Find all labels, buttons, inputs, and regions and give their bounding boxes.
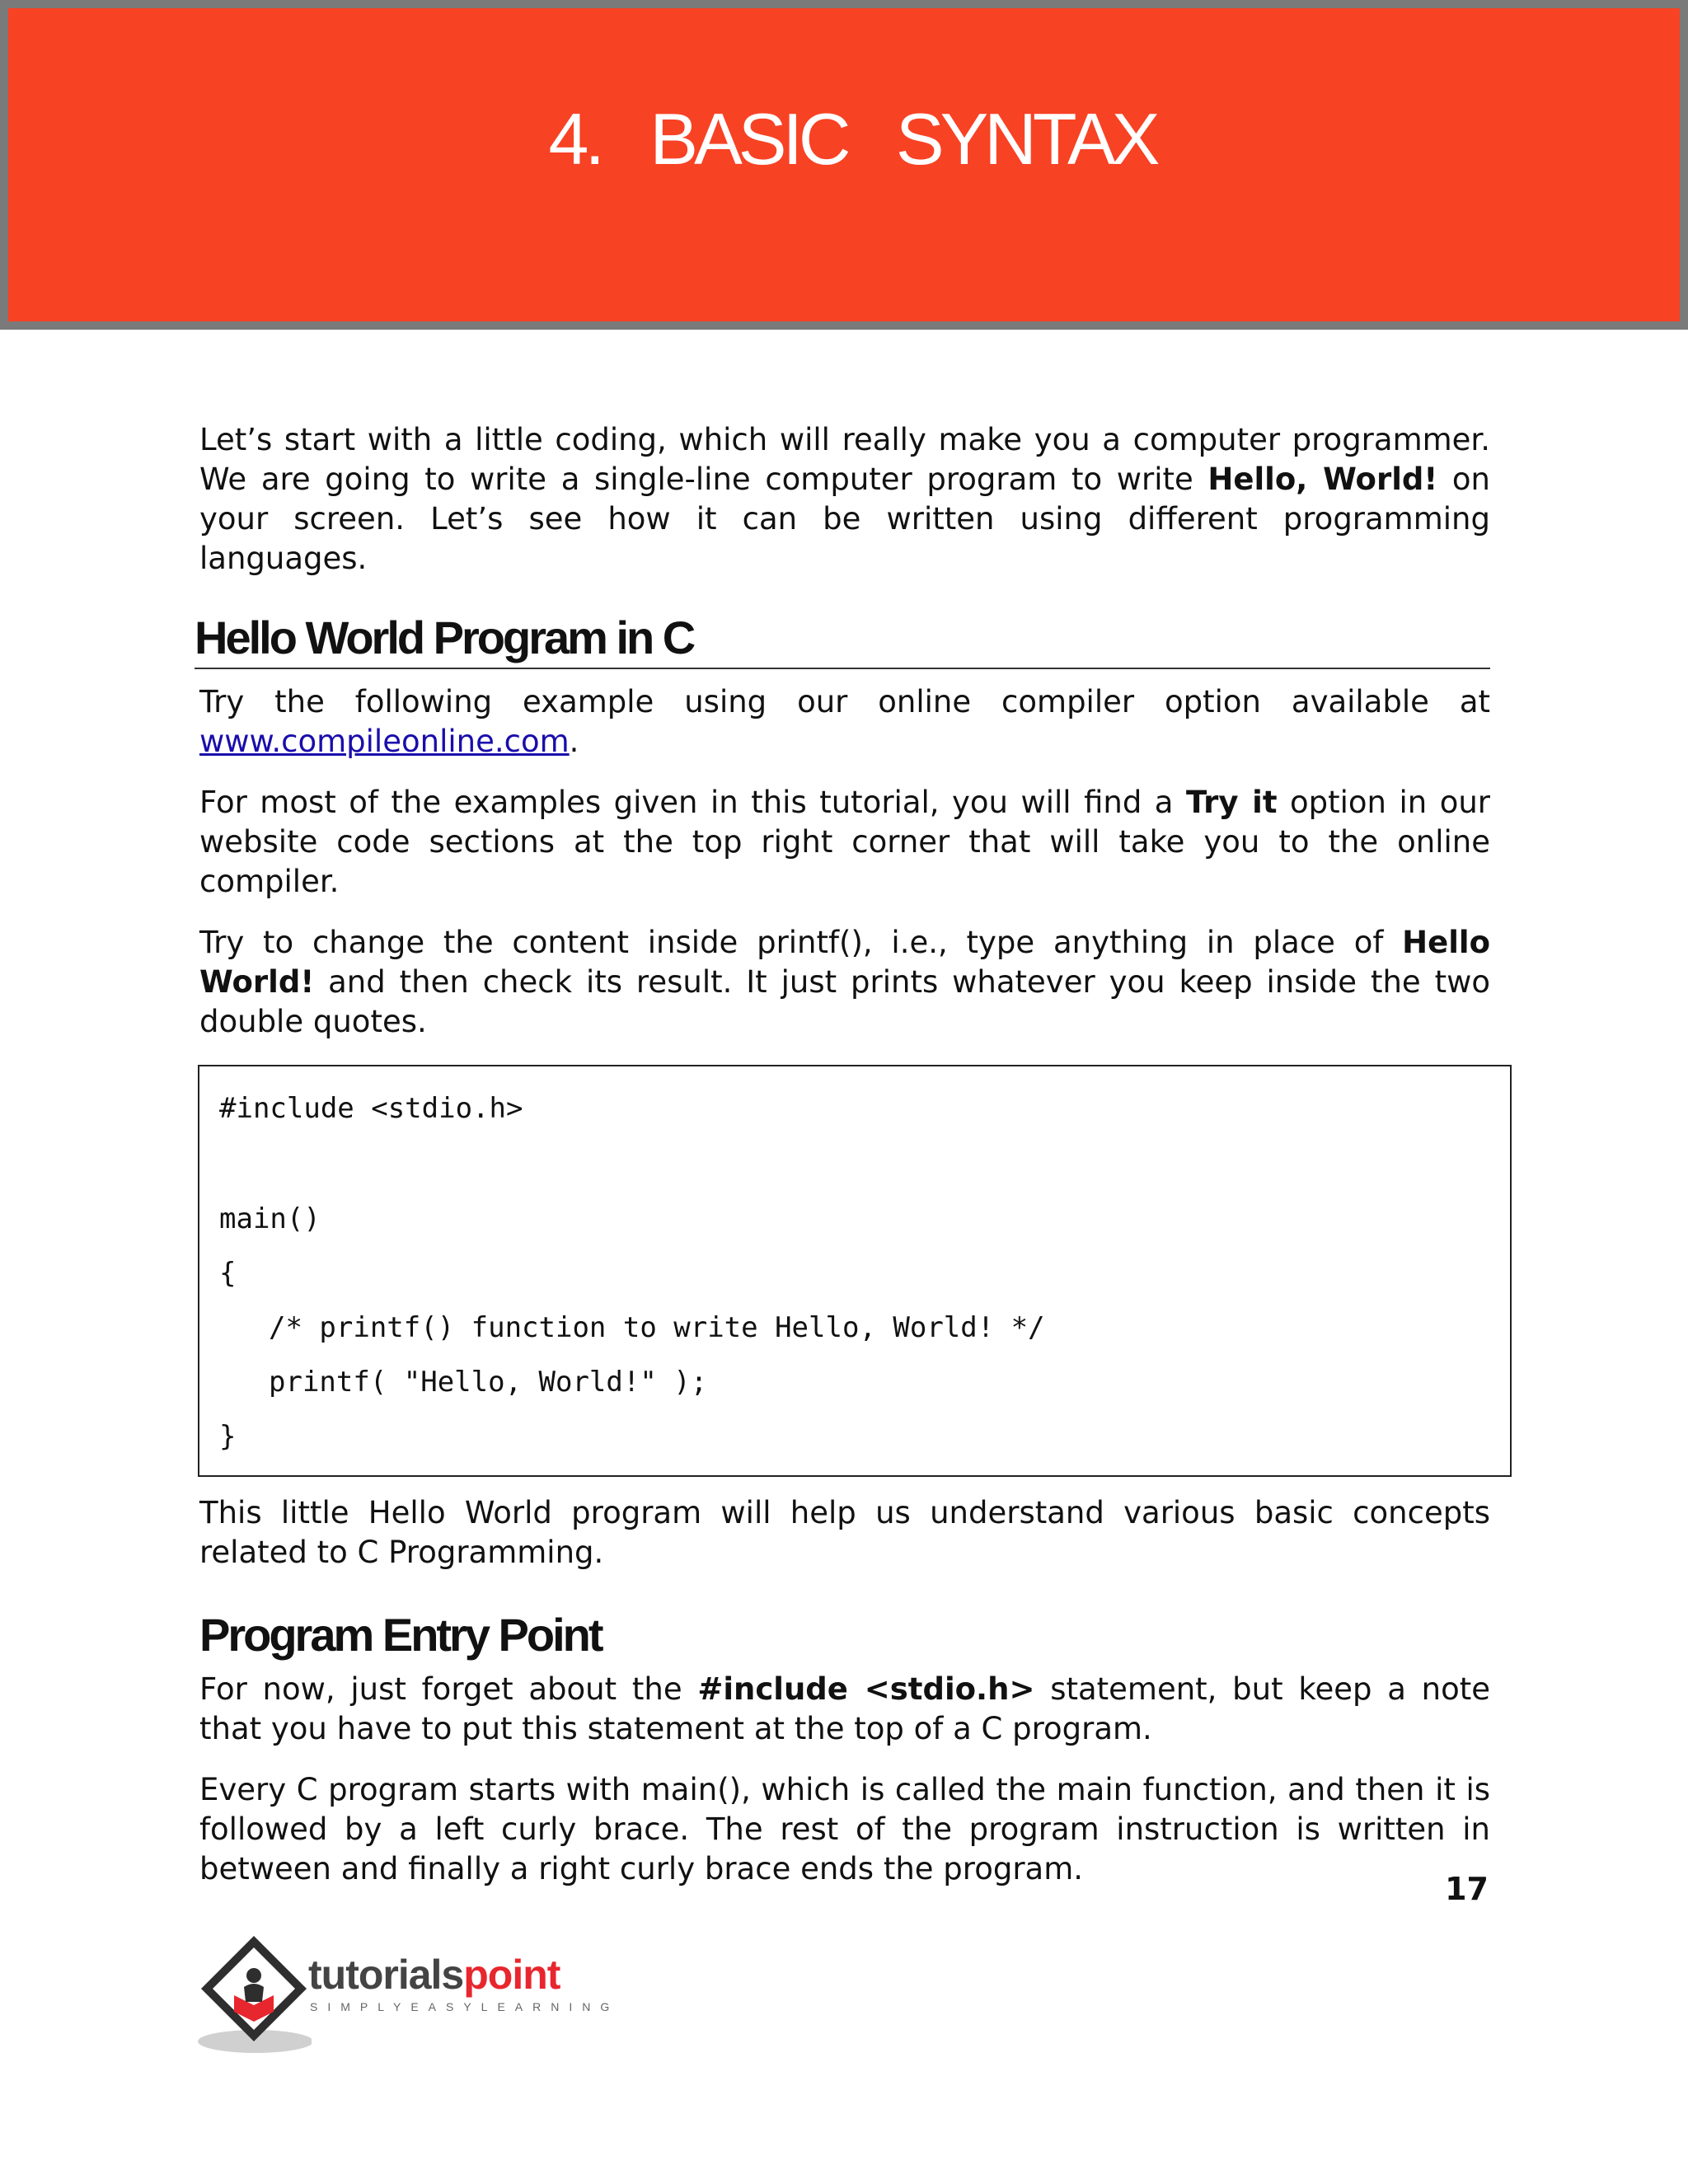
code-line-printf: printf( "Hello, World!" ); (269, 1366, 708, 1399)
logo-emblem-icon (196, 1933, 312, 2056)
intro-text: Let’s start with a little coding, which will really make you a computer programmer. We are going to write a single-line computer program to write (199, 422, 1490, 497)
logo-wordmark-part1: tutorials (308, 1952, 464, 1998)
page-number: 17 (1445, 1871, 1489, 1907)
compiler-paragraph (199, 682, 1490, 762)
try-it-bold: Try it (1185, 785, 1278, 820)
printf-text-end: and then check its result. It just prints whatever you keep inside the two double quotes. (199, 964, 1490, 1039)
page-content (195, 420, 1491, 1889)
section-heading-entry-point: Program Entry Point (199, 1609, 602, 1661)
printf-bold: Hello World! (199, 925, 1490, 1000)
printf-text: Try to change the content inside printf(), i.e., type anything in place of (199, 925, 1403, 960)
try-it-paragraph (199, 783, 1490, 902)
include-text: For now, just forget about the (199, 1671, 698, 1707)
logo-wordmark (308, 1951, 560, 1999)
code-line-main: main() (219, 1202, 321, 1235)
section-heading-hello-world: Hello World Program in C (195, 612, 1490, 669)
code-line-open-brace: { (219, 1257, 237, 1290)
chapter-banner (0, 0, 1688, 330)
code-block (198, 1065, 1512, 1477)
intro-paragraph (199, 420, 1490, 579)
logo-wordmark-part2: point (463, 1952, 560, 1998)
code-line-close-brace: } (219, 1420, 237, 1453)
compiler-text-end: . (569, 724, 579, 759)
main-function-paragraph: Every C program starts with main(), which is called the main function, and then it is followed by a left curly brace. The rest of the program instruction is written in between and finally a right curly brace ends the program. (199, 1772, 1490, 1886)
after-code-paragraph: This little Hello World program will help us understand various basic concepts related to C Programming. (199, 1495, 1490, 1570)
chapter-title: 4. BASIC SYNTAX (548, 98, 1156, 180)
include-text-end: statement, but keep a note that you have to put this statement at the top of a C program. (199, 1671, 1490, 1746)
code-line-include: #include <stdio.h> (219, 1092, 523, 1125)
intro-bold: Hello, World! (1207, 462, 1438, 497)
logo-tagline: SIMPLYEASYLEARNING (310, 2000, 620, 2013)
include-bold: #include <stdio.h> (697, 1671, 1035, 1707)
try-it-text: For most of the examples given in this tutorial, you will find a (199, 785, 1186, 820)
code-line-comment: /* printf() function to write Hello, World! */ (269, 1311, 1045, 1344)
tutorialspoint-logo (196, 1933, 620, 2056)
include-paragraph (199, 1670, 1490, 1749)
intro-text-end: on your screen. Let’s see how it can be written using different programming languages. (199, 462, 1490, 576)
compiler-text: Try the following example using our online compiler option available at (199, 684, 1490, 719)
code-blank-line (219, 1136, 1490, 1192)
printf-paragraph (199, 923, 1490, 1042)
try-it-text-end: option in our website code sections at the top right corner that will take you to the online compiler. (199, 785, 1491, 899)
compileonline-link[interactable]: www.compileonline.com (199, 724, 570, 759)
